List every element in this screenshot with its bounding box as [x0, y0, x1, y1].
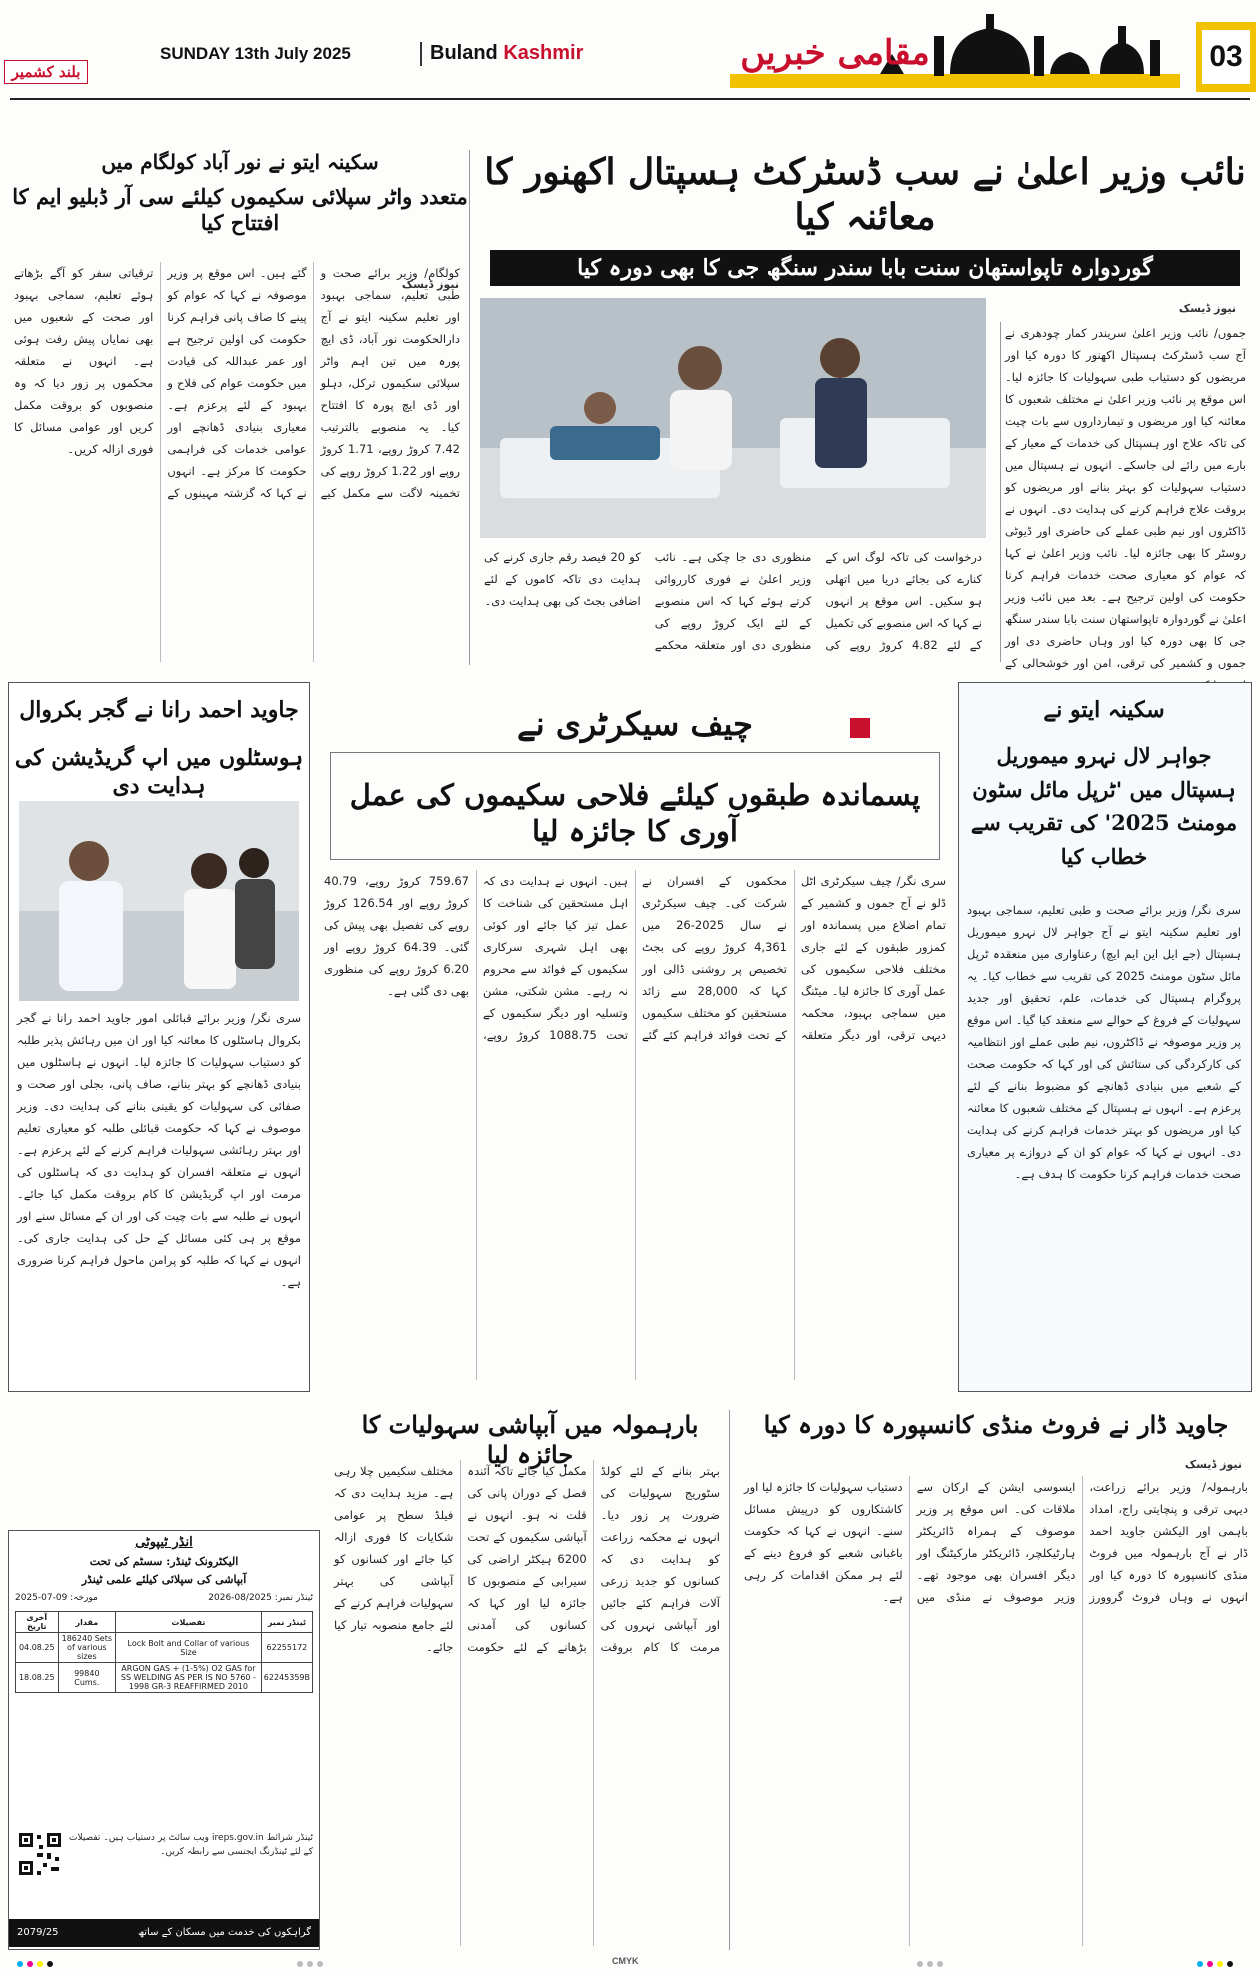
table-cell: 04.08.25 — [16, 1633, 59, 1663]
story1-headline: نائب وزیر اعلیٰ نے سب ڈسٹرکٹ ہسپتال اکھنور کا معائنہ کیا — [484, 151, 1246, 238]
story6-body: بارہمولہ/ وزیر برائے زراعت، دیہی ترقی و پنچایتی راج، امداد باہمی اور الیکشن جاوید احمد ڈار نے آج بارہمولہ میں فروٹ منڈی کانسپورہ کا دورہ کیا اور انہوں نے وہاں فروٹ گروورز ایسوسی ایشن کے ارکان سے ملاقات کی۔ اس موقع پر وزیر موصوف کے ہمراہ ڈائریکٹر ہارٹیکلچر، ڈائریکٹر مارکیٹنگ اور دیگر افسران بھی موجود تھے۔ وزیر موصوف نے منڈی میں دستیاب سہولیات کا جائزہ لیا اور کاشتکاروں کو درپیش مسائل سنے۔ انہوں نے کہا کہ حکومت باغبانی شعبے کو فروغ دینے کے لئے ہر ممکن اقدامات کر رہی ہے۔ — [744, 1480, 1248, 1604]
paper-name: Buland Kashmir — [430, 42, 584, 64]
tender-nit-line — [15, 1593, 313, 1603]
story7-body: بہتر بنانے کے لئے کولڈ سٹوریج سہولیات کی ضرورت پر زور دیا۔ انہوں نے محکمہ زراعت کو ہدایت دی کہ کسانوں کو جدید زرعی آلات فراہم کئے جائیں اور آبپاشی نہروں کی مرمت کا کام بروقت مکمل کیا جائے تاکہ آئندہ فصل کے دوران پانی کی قلت نہ ہو۔ انہوں نے آبپاشی سکیموں کے تحت 6200 ہیکٹر اراضی کی سیرابی کے منصوبوں کا جائزہ لیا اور کہا کہ کسانوں کی آمدنی بڑھانے کے لئے حکومت مختلف سکیمیں چلا رہی ہے۔ مزید ہدایت دی کہ فیلڈ سطح پر عوامی شکایات کا فوری ازالہ کیا جائے اور کسانوں کو آبپاشی کی بہتر سہولیات فراہم کرنے کے لئے جامع منصوبہ تیار کیا جائے۔ — [334, 1464, 720, 1654]
story-jlnm-hospital — [958, 682, 1252, 1392]
table-cell: Lock Bolt and Collar of various Size — [116, 1633, 262, 1663]
story2-dateline: نیوز ڈیسک — [401, 278, 459, 291]
story1-column-right: جموں/ نائب وزیر اعلیٰ سریندر کمار چودھری نے آج سب ڈسٹرکٹ ہسپتال اکھنور کا دورہ کیا اور مریضوں کو دستیاب طبی سہولیات کا جائزہ لیا۔ اس موقع پر نائب وزیر اعلیٰ نے مختلف شعبوں کا معائنہ کیا اور مریضوں و تیمارداروں سے بات چیت کی تاکہ علاج اور ہسپتال کی خدمات کے معیار کے بارے میں رائے لی جاسکے۔ انہوں نے ہسپتال میں دستیاب سہولیات کو بہتر بنانے اور مریضوں کو بروقت علاج فراہم کرنے کی ہدایت دی۔ انہوں نے ڈاکٹروں اور نیم طبی عملے کی حاضری اور ڈیوٹی روسٹر کا بھی جائزہ لیا۔ نائب وزیر اعلیٰ نے کہا کہ عوام کو معیاری صحت خدمات فراہم کرنا حکومت کی اولین ترجیح ہے۔ بعد میں نائب وزیر اعلیٰ نے گوردوارہ تاپواستھان سنت بابا سندر سنگھ جی کا بھی دورہ کیا اور وہاں حاضری دی اور جموں و کشمیر کی ترقی، امن اور خوشحالی کے — [1000, 322, 1250, 662]
tender-table — [15, 1611, 313, 1693]
story-naib-wazir-akhnoor — [480, 150, 1250, 670]
tender-sub: آبپاشی کی سپلائی کیلئے علمی ٹینڈر — [81, 1573, 247, 1586]
print-registration-bar — [0, 1956, 1260, 1970]
story5-photo — [19, 801, 299, 1001]
story5-headline-line1: جاوید احمد رانا نے گجر بکروال — [19, 697, 299, 723]
story1-subheadline-bar: گوردوارہ تاپواستھان سنت بابا سندر سنگھ جی کا بھی دورہ کیا — [490, 250, 1240, 286]
table-cell: 18.08.25 — [16, 1663, 59, 1693]
tender-nit-date: مورخہ: 09-07-2025 — [15, 1593, 98, 1603]
tender-nit-no: ٹینڈر نمبر: 08/2025-2026 — [208, 1593, 313, 1603]
story2-headline: متعدد واٹر سپلائی سکیموں کیلئے سی آر ڈبلیو ایم کا افتتاح کیا — [12, 184, 468, 236]
page-number: 03 — [1202, 30, 1250, 84]
story1-column-left: درخواست کی تاکہ لوگ اس کے کنارے کی بجائے دریا میں اتھلی ہو سکیں۔ اس موقع پر انہوں نے کہا کہ اس منصوبے کی تکمیل کے لئے 4.82 کروڑ روپے کی منظوری دی جا چکی ہے۔ نائب وزیر اعلیٰ نے فوری کارروائی کرتے ہوئے کہا کہ اس منصوبے کے لئے ایک کروڑ روپے کی منظوری دی اور متعلقہ محکمے کو 20 فیصد رقم جاری کرنے کی ہدایت دی تاکہ کاموں کے لئے اضافی بجٹ کی بھی ہدایت دی۔ — [484, 550, 982, 652]
masthead-rule — [10, 98, 1250, 100]
cmyk-mark: CMYK — [612, 1956, 639, 1966]
story3-kicker: چیف سیکرٹری نے — [517, 705, 753, 743]
tender-footer-text: ٹینڈر شرائط ireps.gov.in ویب سائٹ پر دستیاب ہیں۔ تفصیلات کے لئے ٹینڈرنگ ایجنسی سے رابطہ کریں۔ — [69, 1833, 313, 1857]
tender-table-wrap — [15, 1611, 313, 1693]
hospital-visit-photo — [480, 298, 986, 538]
tender-table-header — [16, 1612, 313, 1633]
table-row — [16, 1633, 313, 1663]
story4-body: سری نگر/ وزیر برائے صحت و طبی تعلیم، سماجی بہبود اور تعلیم سکینہ ایتو نے آج جواہر لال نہرو میموریل ہسپتال (جے ایل این ایم ایچ) رعناواری میں منعقدہ ٹرپل مائل سٹون مومنٹ 2025 کی تقریب سے خطاب کیا۔ یہ پروگرام ہسپتال کی خدمات، علم، تحقیق اور جدید سہولیات کے فروغ کے حوالے سے منعقد کیا گیا۔ اس موقع پر وزیر موصوفہ نے ڈاکٹروں، نیم طبی عملے اور انتظامیہ کی کارکردگی کی ستائش کی اور کہا کہ حکومت صحت کے شعبے میں بنیادی ڈھانچے کو مضبوط بنانے کے لئے پرعزم ہے۔ انہوں نے ہسپتال کے مختلف شعبوں کا معائنہ کیا اور مریضوں کو بہتر خدمات فراہم کرنے کی ہدایت دی۔ انہوں نے کہا کہ عوام کو ان کے دروازے پر معیاری صحت خدمات فراہم کرنا حکومت کا ہدف ہے۔ — [967, 903, 1241, 1181]
table-cell: 62245359B — [261, 1663, 312, 1693]
section-title: مقامی خبریں — [740, 33, 930, 73]
table-row — [16, 1663, 313, 1693]
tender-slogan-bar — [9, 1919, 319, 1947]
issue-date: SUNDAY 13th July 2025 — [160, 44, 351, 63]
story2-body: کولگام/ وزیر برائے صحت و طبی تعلیم، سماجی بہبود اور تعلیم سکینہ ایتو نے آج دارالحکومت نور آباد، ڈی ایچ پورہ میں تین اہم واٹر سپلائی سکیموں ترکل، دہلو اور ڈی ایچ پورہ کا افتتاح کیا۔ یہ منصوبے بالترتیب 7.42 کروڑ روپے، 1.71 کروڑ روپے اور 1.22 کروڑ روپے کی تخمینہ لاگت سے مکمل کیے گئے ہیں۔ اس موقع پر وزیر موصوفہ نے کہا کہ عوام کو پینے کا صاف پانی فراہم کرنا حکومت کی اولین ترجیح ہے اور عمر عبداللہ کی قیادت میں حکومت عوام کی فلاح و بہبود کے لئے پرعزم ہے۔ معیاری بنیادی ڈھانچے اور عوامی خدمات کی فراہمی حکومت کا مرکز ہے۔ انہوں نے کہا کہ گزشتہ مہینوں کے ترقیاتی سفر کو آگے بڑھاتے ہوئے تعلیم، سماجی بہبود اور صحت کے شعبوں میں بھی نمایاں پیش رفت ہوئی ہے۔ انہوں نے متعلقہ محکموں پر زور دیا کہ وہ منصوبوں کو بروقت مکمل کریں اور عوامی مسائل کا فوری ازالہ کریں۔ — [14, 266, 460, 500]
date-divider — [420, 42, 422, 66]
tender-col-number: ٹینڈر نمبر — [261, 1612, 312, 1633]
table-cell: 99840 Cums. — [58, 1663, 116, 1693]
table-cell: ARGON GAS + (1-5%) O2 GAS for SS WELDING AS PER IS NO 5760 - 1998 GR-3 REAFFIRMED 2010 — [116, 1663, 262, 1693]
story-javed-dar-fruit-mandi — [740, 1410, 1252, 1950]
tender-col-quantity: مقدار — [58, 1612, 116, 1633]
tender-col-deadline: آخری تاریخ — [16, 1612, 59, 1633]
story4-headline: جواہر لال نہرو میموریل ہسپتال میں 'ٹرپل مائل سٹون مومنٹ 2025' کی تقریب سے خطاب کیا — [970, 743, 1238, 869]
section-banner — [720, 14, 1190, 96]
story5-body: سری نگر/ وزیر برائے قبائلی امور جاوید احمد رانا نے گجر بکروال ہاسٹلوں کا معائنہ کیا اور ان میں رہائش پذیر طلبہ کو دستیاب سہولیات کا جائزہ لیا۔ انہوں نے ہاسٹلوں میں بنیادی ڈھانچے کو بہتر بنانے، صاف پانی، بجلی اور صحت و صفائی کی سہولیات کو یقینی بنانے کی ہدایت دی۔ وزیر موصوف نے کہا کہ حکومت قبائلی طلبہ کو معیاری تعلیم اور بہتر رہائشی سہولیات فراہم کرنے کے لئے پرعزم ہے۔ انہوں نے متعلقہ افسران کو ہدایت دی کہ ہاسٹلوں کی مرمت اور اپ گریڈیشن کا کام بروقت مکمل کیا جائے۔ انہوں نے طلبہ سے بات چیت کی اور ان کے مسائل سنے اور موقع پر ہی کئی مسائل کے حل کی ہدایت جاری کی۔ انہوں نے کہا کہ طلبہ کو پرامن ماحول فراہم کرنا ضروری ہے۔ — [17, 1011, 301, 1289]
table-cell: 186240 Sets of various sizes — [58, 1633, 116, 1663]
story3-headline-box — [330, 752, 940, 860]
tender-advertisement — [8, 1530, 320, 1950]
story6-dateline: نیوز ڈیسک — [1184, 1458, 1242, 1471]
page-number-box — [1196, 22, 1256, 92]
tender-slogan: گراہکوں کی خدمت میں مسکان کے ساتھ — [137, 1927, 311, 1938]
story6-headline: جاوید ڈار نے فروٹ منڈی کانسپورہ کا دورہ کیا — [763, 1410, 1229, 1439]
story-chief-secretary — [320, 690, 950, 1390]
hostel-visit-photo — [19, 801, 299, 1001]
tender-ref-no: 2079/25 — [17, 1927, 59, 1938]
story1-photo — [480, 298, 986, 538]
story2-kicker: سکینہ ایتو نے نور آباد کولگام میں — [101, 150, 379, 174]
tender-heading: انڈر ٹیپوٹی — [135, 1535, 193, 1550]
story3-body: سری نگر/ چیف سیکرٹری اٹل ڈلو نے آج جموں و کشمیر کے تمام اضلاع میں پسماندہ اور کمزور طبقوں کے لئے جاری مختلف فلاحی سکیموں کی عمل آوری کا جائزہ لیا۔ میٹنگ میں سماجی بہبود، محکمہ دیہی ترقی، اور دیگر متعلقہ محکموں کے افسران نے شرکت کی۔ چیف سیکرٹری نے سال 2025-26 میں 4,361 کروڑ روپے کی بجٹ تخصیص پر روشنی ڈالی اور کہا کہ 28,000 سے زائد مستحقین کو مختلف سکیموں کے تحت فوائد فراہم کئے گئے ہیں۔ انہوں نے ہدایت دی کہ اہل مستحقین کی شناخت کا عمل تیز کیا جائے اور کوئی بھی اہل شہری سرکاری سکیموں کے فوائد سے محروم نہ رہے۔ مشن شکتی، مشن وتسلیہ اور دیگر سکیموں کے تحت 1088.75 کروڑ روپے، 759.67 کروڑ روپے، 40.79 کروڑ روپے اور 126.54 کروڑ روپے کی تفصیل بھی پیش کی گئی۔ 64.39 کروڑ روپے اور 6.20 کروڑ روپے کی منظوری بھی دی گئی ہے۔ — [324, 874, 946, 1042]
story-sakina-itoo-kulgam — [10, 150, 470, 665]
logo-urdu: بلند کشمیر — [4, 60, 88, 84]
story1-dateline: نیوز ڈیسک — [1178, 302, 1236, 315]
tender-org: الیکٹرونک ٹینڈر: سسٹم کی تحت — [89, 1555, 239, 1568]
qr-code-icon — [17, 1831, 63, 1877]
table-cell: 62255172 — [261, 1633, 312, 1663]
story4-kicker: سکینہ ایتو نے — [1043, 697, 1165, 723]
story3-headline: پسماندہ طبقوں کیلئے فلاحی سکیموں کی عمل آوری کا جائزہ لیا — [349, 778, 921, 849]
story-baramulla-irrigation — [330, 1410, 730, 1950]
story7-headline: بارہمولہ میں آبپاشی سہولیات کا جائزہ لیا — [361, 1410, 699, 1469]
story-javed-rana-hostels — [8, 682, 310, 1392]
story5-headline-line2: ہوسٹلوں میں اپ گریڈیشن کی ہدایت دی — [14, 745, 304, 799]
masthead — [0, 0, 1260, 100]
tender-col-details: تفصیلات — [116, 1612, 262, 1633]
